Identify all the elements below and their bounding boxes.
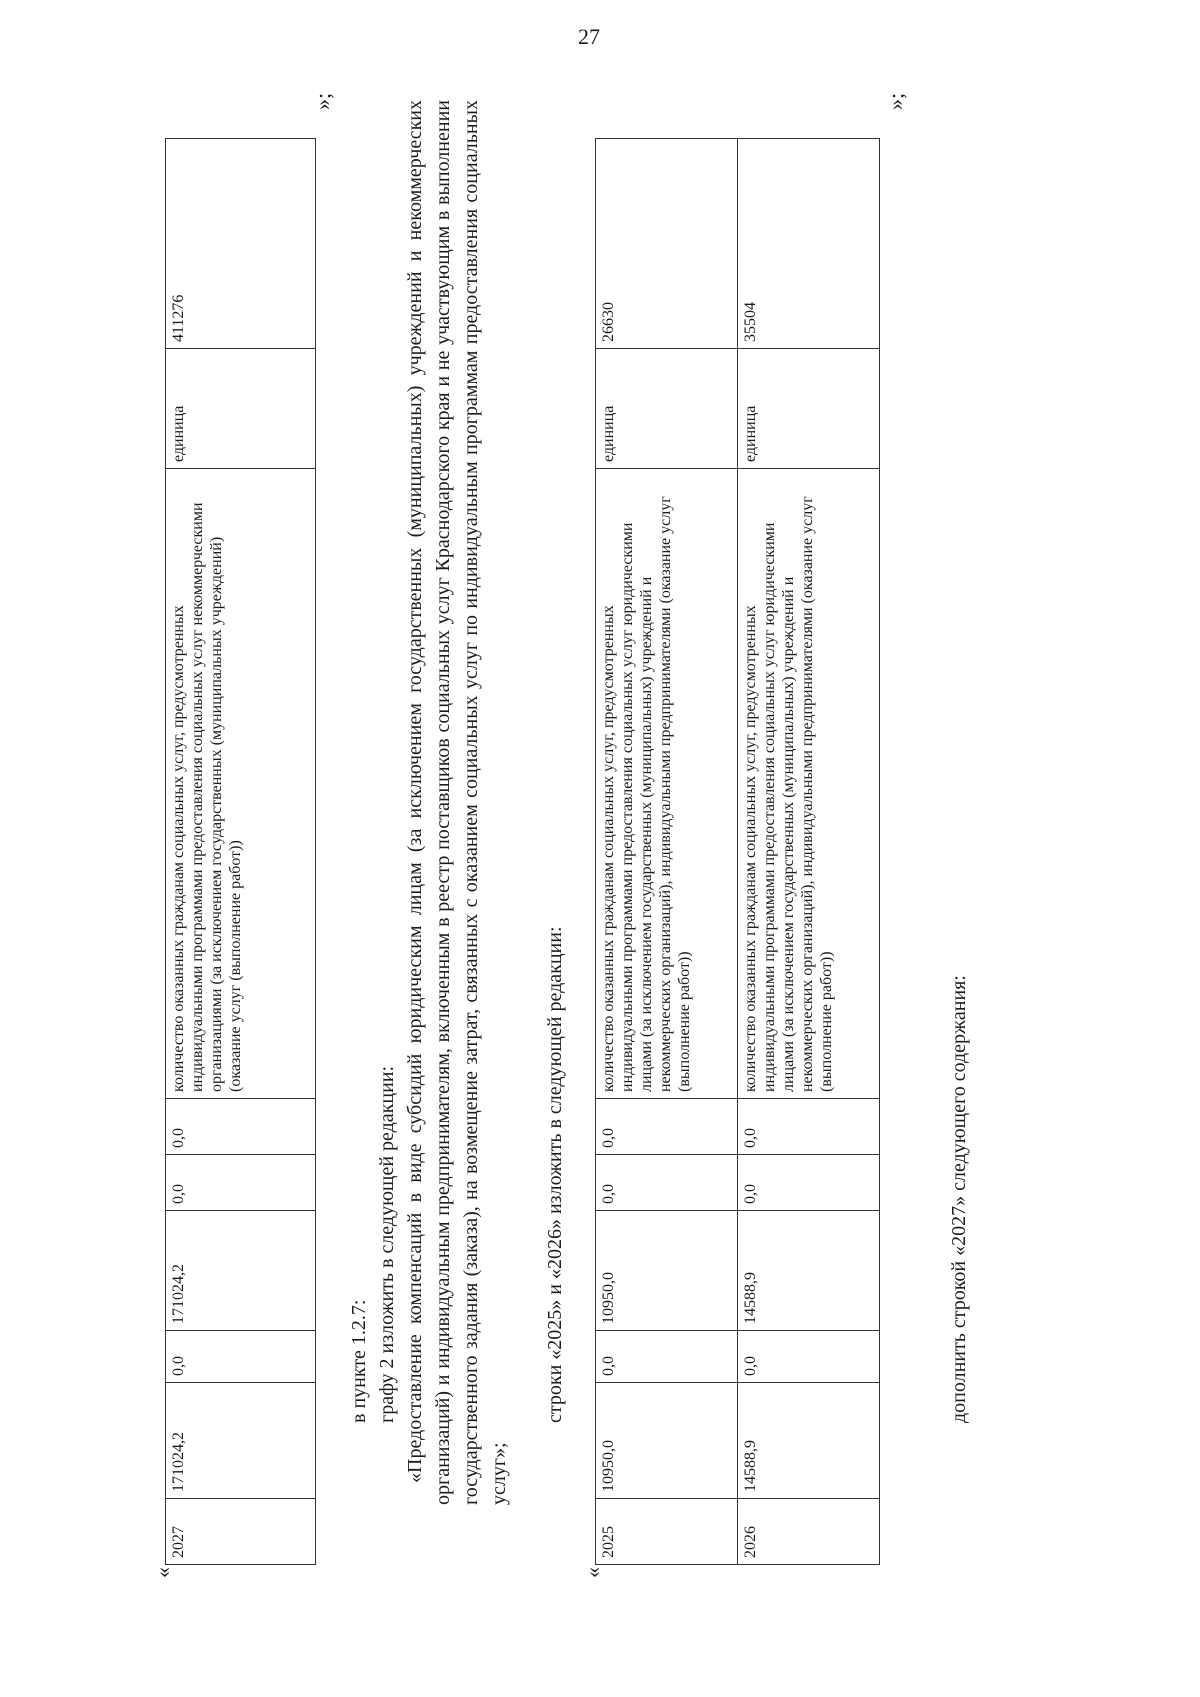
cell-year: 2027 bbox=[166, 1499, 316, 1565]
table1-grid bbox=[165, 138, 316, 1565]
cell-amount: 0,0 bbox=[738, 1331, 880, 1383]
cell-amount-total: 14588,9 bbox=[738, 1383, 880, 1499]
cell-amount: 14588,9 bbox=[738, 1211, 880, 1331]
cell-indicator-value: 26630 bbox=[596, 139, 738, 349]
cell-indicator-value: 411276 bbox=[166, 139, 316, 349]
table-row bbox=[596, 139, 738, 1565]
cell-indicator-description: количество оказанных гражданам социальных услуг, предусмотренных индивидуальными программами предоставления социальных услуг юридическими лицами (за исключением государственных (муниципальных) учреждений и некоммерческих организаций), индивидуальными предпринимателями (оказание услуг (выполнение работ)) bbox=[738, 469, 880, 1099]
cell-unit: единица bbox=[738, 349, 880, 469]
table1 bbox=[165, 138, 316, 1565]
table2-grid bbox=[595, 138, 880, 1565]
paragraph-rows-instruction: строки «2025» и «2026» изложить в следующей редакции: bbox=[544, 926, 566, 1423]
rotated-document-sheet bbox=[140, 80, 1200, 1640]
table2-open-quote: « bbox=[580, 1567, 605, 1578]
cell-amount-total: 10950,0 bbox=[596, 1383, 738, 1499]
cell-indicator-value: 35504 bbox=[738, 139, 880, 349]
cell-amount: 0,0 bbox=[166, 1099, 316, 1155]
cell-amount: 0,0 bbox=[166, 1331, 316, 1383]
paragraph-add-row-instruction: дополнить строкой «2027» следующего содержания: bbox=[948, 975, 970, 1423]
table-row bbox=[738, 139, 880, 1565]
table2-close-quote: »; bbox=[883, 92, 908, 110]
cell-amount: 0,0 bbox=[738, 1155, 880, 1211]
paragraph-column-instruction: графу 2 изложить в следующей редакции: bbox=[376, 1065, 398, 1423]
cell-amount: 0,0 bbox=[596, 1155, 738, 1211]
cell-amount: 171024,2 bbox=[166, 1211, 316, 1331]
paragraph-point: в пункте 1.2.7: bbox=[348, 1299, 370, 1423]
cell-amount: 0,0 bbox=[596, 1331, 738, 1383]
cell-amount: 0,0 bbox=[738, 1099, 880, 1155]
cell-year: 2025 bbox=[596, 1499, 738, 1565]
cell-amount: 10950,0 bbox=[596, 1211, 738, 1331]
cell-amount: 0,0 bbox=[166, 1155, 316, 1211]
cell-amount-total: 171024,2 bbox=[166, 1383, 316, 1499]
table-row bbox=[166, 139, 316, 1565]
cell-unit: единица bbox=[596, 349, 738, 469]
cell-unit: единица bbox=[166, 349, 316, 469]
page-number: 27 bbox=[578, 24, 600, 49]
table1-open-quote: « bbox=[150, 1567, 175, 1578]
cell-indicator-description: количество оказанных гражданам социальных услуг, предусмотренных индивидуальными программами предоставления социальных услуг юридическими лицами (за исключением государственных (муниципальных) учреждений и некоммерческих организаций), индивидуальными предпринимателями (оказание услуг (выполнение работ)) bbox=[596, 469, 738, 1099]
paragraph-quoted-text: «Предоставление компенсаций в виде субсидий юридическим лицам (за исключением государственных (муниципальных) учреждений и некоммерческих организаций) и индивидуальным предпринимателям, включенным в реестр поставщиков социальных услуг Краснодарского края и не участвующим в выполнении государственного задания (заказа), на возмещение затрат, связанных с оказанием социальных услуг по индивидуальным программам предоставления социальных услуг»; bbox=[404, 100, 510, 1505]
cell-indicator-description: количество оказанных гражданам социальных услуг, предусмотренных индивидуальными программами предоставления социальных услуг некоммерческими организациями (за исключением государственных (муниципальных учреждений) (оказание услуг (выполнение работ)) bbox=[166, 469, 316, 1099]
table1-close-quote: »; bbox=[310, 92, 335, 110]
cell-year: 2026 bbox=[738, 1499, 880, 1565]
table2 bbox=[595, 138, 880, 1565]
cell-amount: 0,0 bbox=[596, 1099, 738, 1155]
